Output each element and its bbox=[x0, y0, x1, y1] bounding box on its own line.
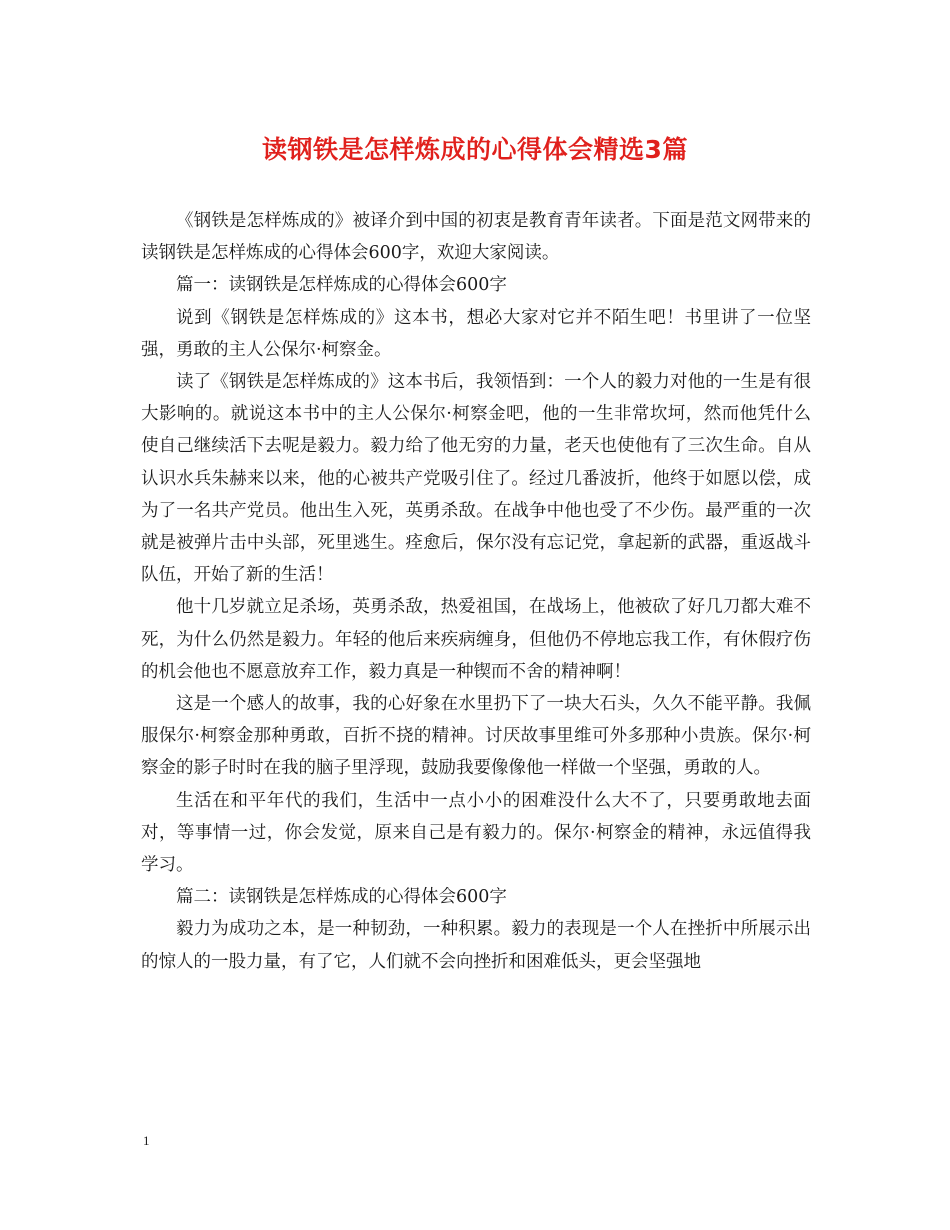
document-body bbox=[141, 205, 811, 978]
page-number: 1 bbox=[143, 1133, 150, 1148]
paragraph: 生活在和平年代的我们，生活中一点小小的困难没什么大不了，只要勇敢地去面对，等事情一过，你会发觉，原来自己是有毅力的。保尔·柯察金的精神，永远值得我学习。 bbox=[141, 790, 811, 876]
paragraph: 毅力为成功之本，是一种韧劲，一种积累。毅力的表现是一个人在挫折中所展示出的惊人的一股力量，有了它，人们就不会向挫折和困难低头，更会坚强地 bbox=[141, 919, 811, 972]
document-title: 读钢铁是怎样炼成的心得体会精选3篇 bbox=[262, 135, 688, 164]
paragraph: 读了《钢铁是怎样炼成的》这本书后，我领悟到：一个人的毅力对他的一生是有很大影响的。就说这本书中的主人公保尔·柯察金吧，他的一生非常坎坷，然而他凭什么使自己继续活下去呢是毅力。毅力给了他无穷的力量，老天也使他有了三次生命。自从认识水兵朱赫来以来，他的心被共产党吸引住了。经过几番波折，他终于如愿以偿，成为了一名共产党员。他出生入死，英勇杀敌。在战争中他也受了不少伤。最严重的一次就是被弹片击中头部，死里逃生。痊愈后，保尔没有忘记党，拿起新的武器，重返战斗队伍，开始了新的生活！ bbox=[141, 372, 811, 586]
paragraph: 这是一个感人的故事，我的心好象在水里扔下了一块大石头，久久不能平静。我佩服保尔·柯察金那种勇敢，百折不挠的精神。讨厌故事里维可外多那种小贵族。保尔·柯察金的影子时时在我的脑子里浮现，鼓励我要像像他一样做一个坚强，勇敢的人。 bbox=[141, 694, 811, 779]
section-heading-2: 篇二：读钢铁是怎样炼成的心得体会600字 bbox=[176, 887, 507, 908]
section-heading-1: 篇一：读钢铁是怎样炼成的心得体会600字 bbox=[176, 275, 507, 296]
paragraph: 他十几岁就立足杀场，英勇杀敌，热爱祖国，在战场上，他被砍了好几刀都大难不死，为什么仍然是毅力。年轻的他后来疾病缠身，但他仍不停地忘我工作，有休假疗伤的机会他也不愿意放弃工作，毅力真是一种锲而不舍的精神啊！ bbox=[141, 597, 811, 682]
paragraph-intro: 《钢铁是怎样炼成的》被译介到中国的初衷是教育青年读者。下面是范文网带来的读钢铁是怎样炼成的心得体会600字，欢迎大家阅读。 bbox=[141, 211, 811, 264]
paragraph: 说到《钢铁是怎样炼成的》这本书，想必大家对它并不陌生吧！书里讲了一位坚强，勇敢的主人公保尔·柯察金。 bbox=[141, 307, 811, 360]
